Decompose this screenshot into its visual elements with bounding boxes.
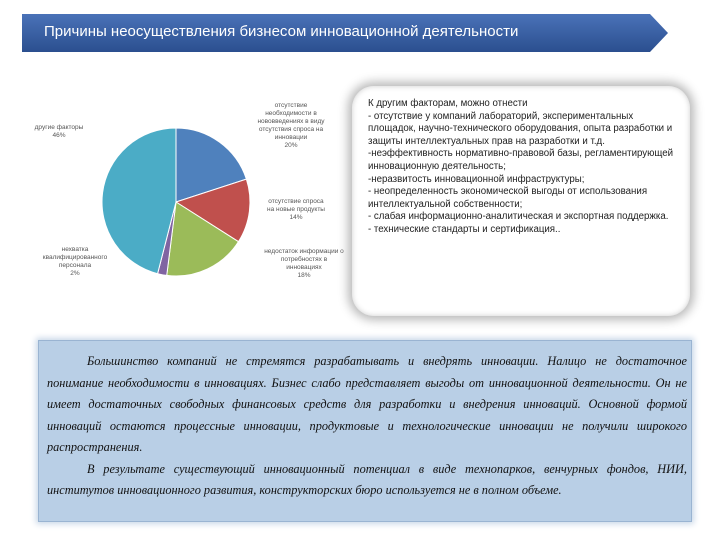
pie-label-no-demand-name: отсутствие спроса на новые продукты bbox=[267, 198, 325, 213]
pie-label-lack-info bbox=[264, 248, 344, 280]
pie-label-other-name: другие факторы bbox=[34, 124, 84, 131]
factors-line: - слабая информационно-аналитическая и экспортная поддержка. bbox=[368, 211, 669, 223]
pie-label-staff-name: нехватка квалифицированного персонала bbox=[42, 246, 108, 269]
pie-label-lack-info-name: недостаток информации о потребностях в инновациях bbox=[264, 248, 344, 271]
pie-label-no-demand bbox=[264, 198, 328, 222]
page-title: Причины неосуществления бизнесом инновационной деятельности bbox=[44, 23, 519, 40]
factors-line: -неэффективность нормативно-правовой базы, регламентирующей инновационную деятельность; bbox=[368, 148, 674, 172]
conclusion-box bbox=[38, 340, 692, 522]
pie-label-no-need-percent: 20% bbox=[284, 142, 298, 149]
conclusion-paragraph-1: Большинство компаний не стремятся разрабатывать и внедрять инновации. Налицо не достаточное понимание необходимости в инновациях. Бизнес слабо представляет выгоды от инновационной деятельности. Он не имеет достаточных свободных финансовых средств для разработки и внедрения инноваций. Основной формой инноваций остаются процессные инновации, продуктовые и технологические инновации не получили широкого распространения. bbox=[47, 354, 687, 454]
conclusion-text bbox=[47, 351, 687, 502]
other-factors-text bbox=[368, 98, 680, 237]
conclusion-paragraph-2: В результате существующий инновационный потенциал в виде технопарков, венчурных фондов, НИИ, институтов инновационного развития, конструкторских бюро используется не в полном объеме. bbox=[47, 461, 687, 497]
pie-label-no-demand-percent: 14% bbox=[289, 214, 303, 221]
pie-label-no-need bbox=[256, 102, 326, 150]
factors-line: - отсутствие у компаний лабораторий, экспериментальных площадок, научно-технического оборудования, опыта разработки и защиты интеллектуальных прав на разработки и т.д. bbox=[368, 110, 673, 147]
pie-label-lack-info-percent: 18% bbox=[297, 272, 311, 279]
pie-label-no-need-name: отсутствие необходимости в нововведениях в виду отсутствия спроса на инновации bbox=[257, 102, 325, 141]
factors-line: - неопределенность экономической выгоды от использования интеллектуальной собственности; bbox=[368, 186, 648, 210]
pie-label-other-percent: 46% bbox=[52, 132, 66, 139]
pie-label-other bbox=[28, 124, 90, 140]
title-banner bbox=[22, 14, 668, 52]
pie-chart bbox=[28, 88, 348, 318]
factors-line: К другим факторам, можно отнести bbox=[368, 98, 528, 109]
factors-line: -неразвитость инновационной инфраструктуры; bbox=[368, 173, 585, 185]
other-factors-card bbox=[352, 86, 690, 316]
factors-line: - технические стандарты и сертификация.. bbox=[368, 223, 561, 235]
pie-label-staff-percent: 2% bbox=[70, 270, 80, 277]
pie-label-staff bbox=[42, 246, 108, 278]
